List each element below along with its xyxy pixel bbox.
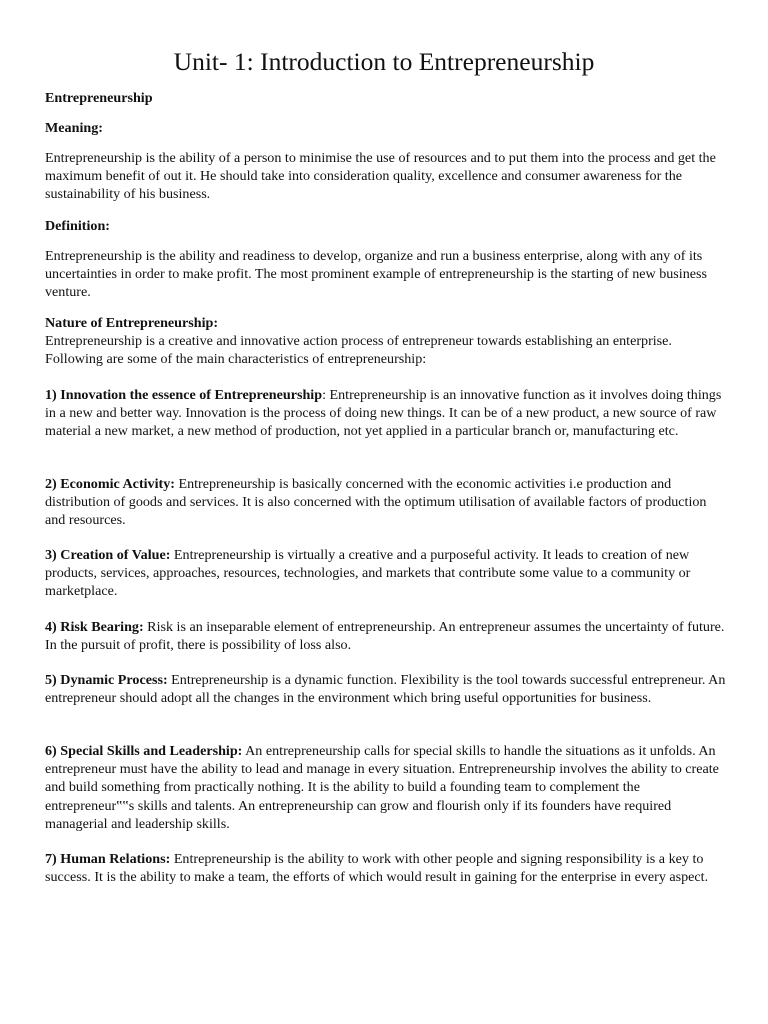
heading-nature: Nature of Entrepreneurship: [45, 315, 219, 331]
characteristic-item-6 [45, 742, 730, 833]
characteristic-item-2 [45, 475, 730, 530]
characteristic-item-5 [45, 671, 730, 707]
characteristic-text: Entrepreneurship is basically concerned with the economic activities i.e production and distribution of goods and services. It is also concerned with the optimum utilisation of available factors of production and resources. [45, 476, 707, 529]
characteristic-label: 4) Risk Bearing: [45, 619, 144, 635]
heading-definition: Definition: [45, 218, 110, 234]
nature-paragraph: Entrepreneurship is a creative and innovative action process of entrepreneur towards establishing an enterprise. Following are some of the main characteristics of entrepreneurship: [45, 333, 672, 368]
characteristic-label: 2) Economic Activity: [45, 476, 175, 492]
characteristic-label: 5) Dynamic Process: [45, 672, 168, 688]
characteristic-item-7 [45, 850, 730, 886]
page-title: Unit- 1: Introduction to Entrepreneurship [173, 47, 595, 76]
characteristic-text: Entrepreneurship is virtually a creative and a purposeful activity. It leads to creation of new products, services, approaches, resources, technologies, and markets that contribute some value to a community or marketplace. [45, 547, 691, 600]
characteristic-text: Entrepreneurship is a dynamic function. Flexibility is the tool towards successful entrepreneur. An entrepreneur should adopt all the changes in the environment which bring useful opportunities for business. [45, 672, 726, 707]
heading-entrepreneurship: Entrepreneurship [45, 90, 153, 106]
characteristic-item-1 [45, 386, 730, 441]
characteristic-label: 6) Special Skills and Leadership: [45, 743, 243, 759]
characteristic-text: Risk is an inseparable element of entrepreneurship. An entrepreneur assumes the uncertainty of future. In the pursuit of profit, there is possibility of loss also. [45, 619, 725, 654]
characteristic-text: Entrepreneurship is the ability to work with other people and signing responsibility is a key to success. It is the ability to make a team, the efforts of which would result in gaining for the enterprise in every aspect. [45, 851, 709, 886]
characteristic-item-4 [45, 618, 730, 654]
meaning-paragraph: Entrepreneurship is the ability of a person to minimise the use of resources and to put them into the process and get the maximum benefit of out it. He should take into consideration quality, excellence and consumer awareness for the sustainability of his business. [45, 150, 716, 203]
characteristic-label: 7) Human Relations: [45, 851, 171, 867]
characteristic-label: 1) Innovation the essence of Entrepreneurship [45, 387, 323, 403]
heading-meaning: Meaning: [45, 120, 103, 136]
definition-paragraph: Entrepreneurship is the ability and readiness to develop, organize and run a business enterprise, along with any of its uncertainties in order to make profit. The most prominent example of entrepreneurship is the starting of new business venture. [45, 248, 707, 301]
characteristic-text: : Entrepreneurship is an innovative function as it involves doing things in a new and better way. Innovation is the process of doing new things. It can be of a new product, a new source of raw material a new market, a new method of production, not yet applied in a particular branch or, manufacturing etc. [45, 387, 722, 440]
characteristic-label: 3) Creation of Value: [45, 547, 171, 563]
characteristic-item-3 [45, 546, 730, 601]
characteristic-text: An entrepreneurship calls for special skills to handle the situations as it unfolds. An entrepreneur must have the ability to lead and manage in every situation. Entrepreneurship involves the ability to create and build something from practically nothing. It is the ability to build a founding team to complement the entrepreneur‟‟s skills and talents. An entrepreneurship can grow and flourish only if its founders have required managerial and leadership skills. [45, 743, 719, 832]
